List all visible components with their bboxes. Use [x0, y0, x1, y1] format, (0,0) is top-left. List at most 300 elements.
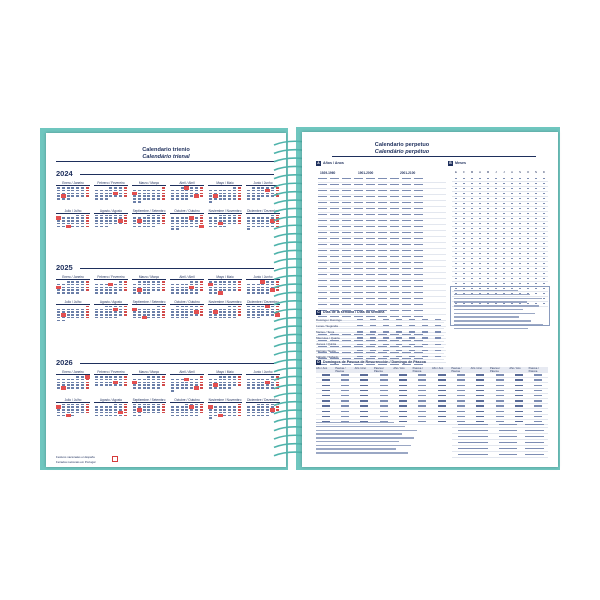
- day-mark: [176, 287, 179, 289]
- day-mark: [190, 223, 193, 225]
- day-mark: [76, 284, 79, 286]
- day-mark: [71, 190, 74, 192]
- day-mark: [62, 382, 65, 384]
- months-cell: [487, 273, 489, 274]
- day-mark: [214, 198, 217, 200]
- day-mark: [228, 284, 231, 286]
- day-mark: [162, 311, 165, 313]
- day-mark: [62, 320, 65, 322]
- day-mark: [105, 306, 108, 308]
- years-cell: [330, 286, 339, 287]
- weekday-cell: [370, 331, 376, 332]
- day-mark: [100, 382, 103, 384]
- months-cell: [455, 208, 457, 209]
- day-mark: [228, 379, 231, 381]
- day-mark: [223, 215, 226, 217]
- weekday-cell: [435, 319, 441, 320]
- day-mark: [162, 382, 165, 384]
- day-mark: [138, 193, 141, 195]
- months-cell: [527, 228, 529, 229]
- day-mark: [86, 217, 89, 219]
- months-cell: [503, 223, 505, 224]
- month-name: Julio / Julho: [56, 300, 90, 305]
- day-mark: [67, 198, 70, 200]
- months-cell: [527, 283, 529, 284]
- day-mark: [100, 415, 103, 417]
- months-cell: [463, 248, 465, 249]
- section-c-header: [316, 310, 384, 315]
- years-cell: [342, 220, 351, 221]
- day-mark: [209, 217, 212, 219]
- weekday-cell: [409, 325, 415, 326]
- day-mark: [219, 409, 222, 411]
- day-mark: [76, 317, 79, 319]
- month-block: [94, 300, 128, 322]
- text-line: [454, 313, 535, 314]
- month-block: [208, 398, 242, 420]
- day-mark: [71, 387, 74, 389]
- day-mark: [176, 217, 179, 219]
- years-cell: [318, 190, 327, 191]
- day-mark: [195, 284, 198, 286]
- day-mark: [238, 198, 241, 200]
- day-mark: [138, 412, 141, 414]
- day-mark: [233, 195, 236, 197]
- day-mark: [214, 223, 217, 225]
- day-mark: [214, 384, 217, 386]
- day-mark: [133, 384, 136, 386]
- day-mark: [67, 195, 70, 197]
- easter-cell: [438, 405, 446, 406]
- years-cell: [378, 244, 387, 245]
- day-mark: [67, 379, 70, 381]
- month-block: [94, 181, 128, 203]
- months-cell: [455, 278, 457, 279]
- day-mark: [62, 409, 65, 411]
- day-mark: [200, 187, 203, 189]
- day-mark: [119, 382, 122, 384]
- months-cell: [455, 268, 457, 269]
- day-mark: [124, 289, 127, 291]
- months-cell: [471, 253, 473, 254]
- day-mark: [81, 195, 84, 197]
- day-mark: [257, 217, 260, 219]
- months-cell: [519, 183, 521, 184]
- text-line: [316, 422, 394, 423]
- easter-cell: [399, 405, 407, 406]
- months-cell: [511, 213, 513, 214]
- years-cell: [414, 268, 423, 269]
- day-mark: [86, 306, 89, 308]
- months-cell: [463, 243, 465, 244]
- easter-col-date: Pascua / Páscoa: [451, 367, 462, 373]
- day-mark: [200, 226, 203, 228]
- day-mark: [200, 379, 203, 381]
- day-mark: [114, 195, 117, 197]
- day-mark: [219, 284, 222, 286]
- day-mark: [138, 289, 141, 291]
- day-mark: [105, 309, 108, 311]
- months-cell: [487, 243, 489, 244]
- day-mark: [171, 317, 174, 319]
- easter-cell: [457, 405, 465, 406]
- day-mark: [76, 309, 79, 311]
- day-mark: [76, 226, 79, 228]
- day-mark: [133, 404, 136, 406]
- day-mark: [200, 409, 203, 411]
- easter-cell: [341, 390, 349, 391]
- day-mark: [152, 409, 155, 411]
- day-mark: [76, 314, 79, 316]
- text-line: [316, 426, 405, 427]
- day-mark: [86, 309, 89, 311]
- day-mark: [114, 314, 117, 316]
- day-mark: [109, 311, 112, 313]
- text-line: [316, 452, 408, 453]
- easter-cell: [438, 411, 446, 412]
- months-cell: [503, 268, 505, 269]
- easter-cell: [399, 416, 407, 417]
- day-mark: [147, 190, 150, 192]
- day-mark: [71, 281, 74, 283]
- day-mark: [200, 412, 203, 414]
- months-cell: [503, 263, 505, 264]
- day-mark: [143, 284, 146, 286]
- day-mark: [200, 311, 203, 313]
- day-mark: [147, 314, 150, 316]
- months-cell: [535, 223, 537, 224]
- day-mark: [257, 309, 260, 311]
- easter-col-year: Año / Ano: [316, 367, 328, 370]
- years-cell: [402, 202, 411, 203]
- months-cell: [527, 183, 529, 184]
- easter-cell: [360, 405, 368, 406]
- easter-cell: [534, 385, 542, 386]
- day-mark: [138, 198, 141, 200]
- months-cell: [519, 213, 521, 214]
- day-mark: [252, 292, 255, 294]
- years-cell: [366, 208, 375, 209]
- day-mark: [124, 287, 127, 289]
- weekday-cell: [422, 325, 428, 326]
- day-mark: [152, 404, 155, 406]
- years-cell: [402, 178, 411, 179]
- day-mark: [171, 217, 174, 219]
- months-cell: [479, 283, 481, 284]
- day-mark: [114, 384, 117, 386]
- day-mark: [95, 415, 98, 417]
- month-block: [94, 209, 128, 231]
- day-mark: [114, 415, 117, 417]
- months-cell: [511, 258, 513, 259]
- day-mark: [214, 317, 217, 319]
- years-cell: [366, 202, 375, 203]
- day-mark: [171, 384, 174, 386]
- day-mark: [100, 289, 103, 291]
- months-cell: [463, 213, 465, 214]
- month-days: [132, 376, 166, 389]
- day-mark: [190, 292, 193, 294]
- text-line: [454, 324, 543, 325]
- day-mark: [223, 309, 226, 311]
- day-mark: [181, 195, 184, 197]
- day-mark: [176, 198, 179, 200]
- day-mark: [223, 198, 226, 200]
- years-cell: [390, 304, 399, 305]
- years-cell: [318, 196, 327, 197]
- day-mark: [67, 226, 70, 228]
- months-cell: [471, 188, 473, 189]
- day-mark: [147, 220, 150, 222]
- day-mark: [57, 190, 60, 192]
- day-mark: [57, 311, 60, 313]
- day-mark: [233, 317, 236, 319]
- day-mark: [114, 193, 117, 195]
- day-mark: [261, 223, 264, 225]
- day-mark: [81, 387, 84, 389]
- months-cell: [519, 188, 521, 189]
- day-mark: [86, 226, 89, 228]
- months-cell: [495, 238, 497, 239]
- day-mark: [119, 376, 122, 378]
- day-mark: [119, 193, 122, 195]
- easter-cell: [496, 400, 504, 401]
- day-mark: [185, 190, 188, 192]
- day-mark: [109, 415, 112, 417]
- month-block: [170, 370, 204, 392]
- day-mark: [247, 284, 250, 286]
- months-cell: [479, 223, 481, 224]
- day-mark: [181, 226, 184, 228]
- day-mark: [162, 317, 165, 319]
- years-cell: [342, 250, 351, 251]
- day-mark: [62, 415, 65, 417]
- day-mark: [233, 217, 236, 219]
- weekday-cell: [396, 325, 402, 326]
- day-mark: [105, 415, 108, 417]
- year-heading: 2026: [56, 358, 73, 367]
- months-cell: [511, 263, 513, 264]
- months-cell: [487, 193, 489, 194]
- easter-cell: [496, 374, 504, 375]
- years-cell: [402, 286, 411, 287]
- day-mark: [143, 406, 146, 408]
- day-mark: [209, 379, 212, 381]
- month-name: Junio / Junho: [246, 370, 280, 375]
- day-mark: [147, 215, 150, 217]
- easter-col-date: Pascua / Páscoa: [412, 367, 423, 373]
- day-mark: [257, 287, 260, 289]
- years-cell: [402, 190, 411, 191]
- day-mark: [214, 409, 217, 411]
- day-mark: [133, 309, 136, 311]
- day-mark: [100, 190, 103, 192]
- month-name: Enero / Janeiro: [56, 181, 90, 186]
- day-mark: [162, 289, 165, 291]
- day-mark: [214, 412, 217, 414]
- day-mark: [109, 190, 112, 192]
- years-cell: [330, 304, 339, 305]
- months-cell: [511, 253, 513, 254]
- weekday-cell: [396, 344, 402, 345]
- years-cell: [354, 298, 363, 299]
- years-cell: [330, 244, 339, 245]
- months-cell: [503, 178, 505, 179]
- day-mark: [195, 287, 198, 289]
- day-mark: [76, 195, 79, 197]
- years-cell: [318, 274, 327, 275]
- day-mark: [100, 314, 103, 316]
- years-cell: [330, 232, 339, 233]
- day-mark: [181, 289, 184, 291]
- day-mark: [81, 311, 84, 313]
- years-cell: [390, 220, 399, 221]
- day-mark: [228, 412, 231, 414]
- day-mark: [228, 287, 231, 289]
- day-mark: [138, 292, 141, 294]
- day-mark: [233, 215, 236, 217]
- day-mark: [261, 404, 264, 406]
- easter-col-date: Pascua / Páscoa: [490, 367, 501, 373]
- months-cell: [511, 223, 513, 224]
- months-cell: [479, 193, 481, 194]
- day-mark: [71, 292, 74, 294]
- day-mark: [152, 190, 155, 192]
- month-name: Julio / Julho: [56, 209, 90, 214]
- easter-cell: [476, 416, 484, 417]
- day-mark: [114, 382, 117, 384]
- day-mark: [228, 376, 231, 378]
- day-mark: [176, 226, 179, 228]
- months-cell: [471, 278, 473, 279]
- years-cell: [354, 196, 363, 197]
- day-mark: [67, 387, 70, 389]
- day-mark: [119, 289, 122, 291]
- easter-cell: [457, 400, 465, 401]
- months-cell: [543, 258, 545, 259]
- day-mark: [261, 217, 264, 219]
- day-mark: [100, 195, 103, 197]
- day-mark: [62, 195, 65, 197]
- years-cell: [318, 286, 327, 287]
- day-mark: [223, 406, 226, 408]
- easter-cell: [496, 405, 504, 406]
- years-cell: [330, 274, 339, 275]
- day-mark: [238, 311, 241, 313]
- day-mark: [171, 387, 174, 389]
- day-mark: [114, 190, 117, 192]
- day-mark: [95, 193, 98, 195]
- months-cell: [535, 218, 537, 219]
- day-mark: [133, 220, 136, 222]
- day-mark: [95, 223, 98, 225]
- day-mark: [171, 287, 174, 289]
- easter-cell: [380, 400, 388, 401]
- feast-cell: [458, 448, 488, 449]
- months-cell: [455, 193, 457, 194]
- month-days: [56, 306, 90, 322]
- day-mark: [219, 382, 222, 384]
- years-cell: [402, 310, 411, 311]
- day-mark: [238, 287, 241, 289]
- easter-cell: [341, 400, 349, 401]
- months-cell: [527, 258, 529, 259]
- day-mark: [105, 382, 108, 384]
- day-mark: [105, 376, 108, 378]
- month-days: [56, 187, 90, 200]
- day-mark: [81, 193, 84, 195]
- months-cell: [527, 218, 529, 219]
- day-mark: [124, 306, 127, 308]
- month-days: [208, 215, 242, 228]
- day-mark: [133, 195, 136, 197]
- months-cell: [463, 273, 465, 274]
- day-mark: [147, 193, 150, 195]
- day-mark: [81, 281, 84, 283]
- months-cell: [495, 178, 497, 179]
- day-mark: [105, 379, 108, 381]
- months-cell: [463, 253, 465, 254]
- day-mark: [233, 379, 236, 381]
- easter-cell: [438, 379, 446, 380]
- years-cell: [354, 250, 363, 251]
- months-cell: [535, 273, 537, 274]
- day-mark: [185, 226, 188, 228]
- day-mark: [124, 409, 127, 411]
- day-mark: [209, 195, 212, 197]
- easter-cell: [457, 390, 465, 391]
- easter-cell: [438, 421, 446, 422]
- text-line: [316, 448, 396, 449]
- day-mark: [67, 289, 70, 291]
- day-mark: [105, 226, 108, 228]
- years-cell: [414, 286, 423, 287]
- month-name: Abril / Abril: [170, 181, 204, 186]
- day-mark: [138, 311, 141, 313]
- day-mark: [219, 379, 222, 381]
- day-mark: [171, 193, 174, 195]
- day-mark: [238, 220, 241, 222]
- day-mark: [228, 384, 231, 386]
- month-name: Julio / Julho: [56, 398, 90, 403]
- day-mark: [185, 292, 188, 294]
- day-mark: [62, 187, 65, 189]
- day-mark: [209, 220, 212, 222]
- day-mark: [238, 415, 241, 417]
- weekday-cell: [396, 356, 402, 357]
- day-mark: [200, 384, 203, 386]
- day-mark: [185, 317, 188, 319]
- day-mark: [105, 215, 108, 217]
- day-mark: [219, 215, 222, 217]
- day-mark: [200, 382, 203, 384]
- months-cell: [511, 183, 513, 184]
- day-mark: [252, 190, 255, 192]
- easter-cell: [360, 390, 368, 391]
- months-cell: [479, 218, 481, 219]
- day-mark: [252, 379, 255, 381]
- easter-cell: [438, 385, 446, 386]
- day-mark: [233, 376, 236, 378]
- weekday-label: Viernes / Sexta: [316, 348, 336, 353]
- month-days: [56, 404, 90, 417]
- easter-cell: [476, 390, 484, 391]
- day-mark: [200, 406, 203, 408]
- months-cell: [543, 268, 545, 269]
- day-mark: [176, 384, 179, 386]
- years-cell: [318, 202, 327, 203]
- day-mark: [209, 382, 212, 384]
